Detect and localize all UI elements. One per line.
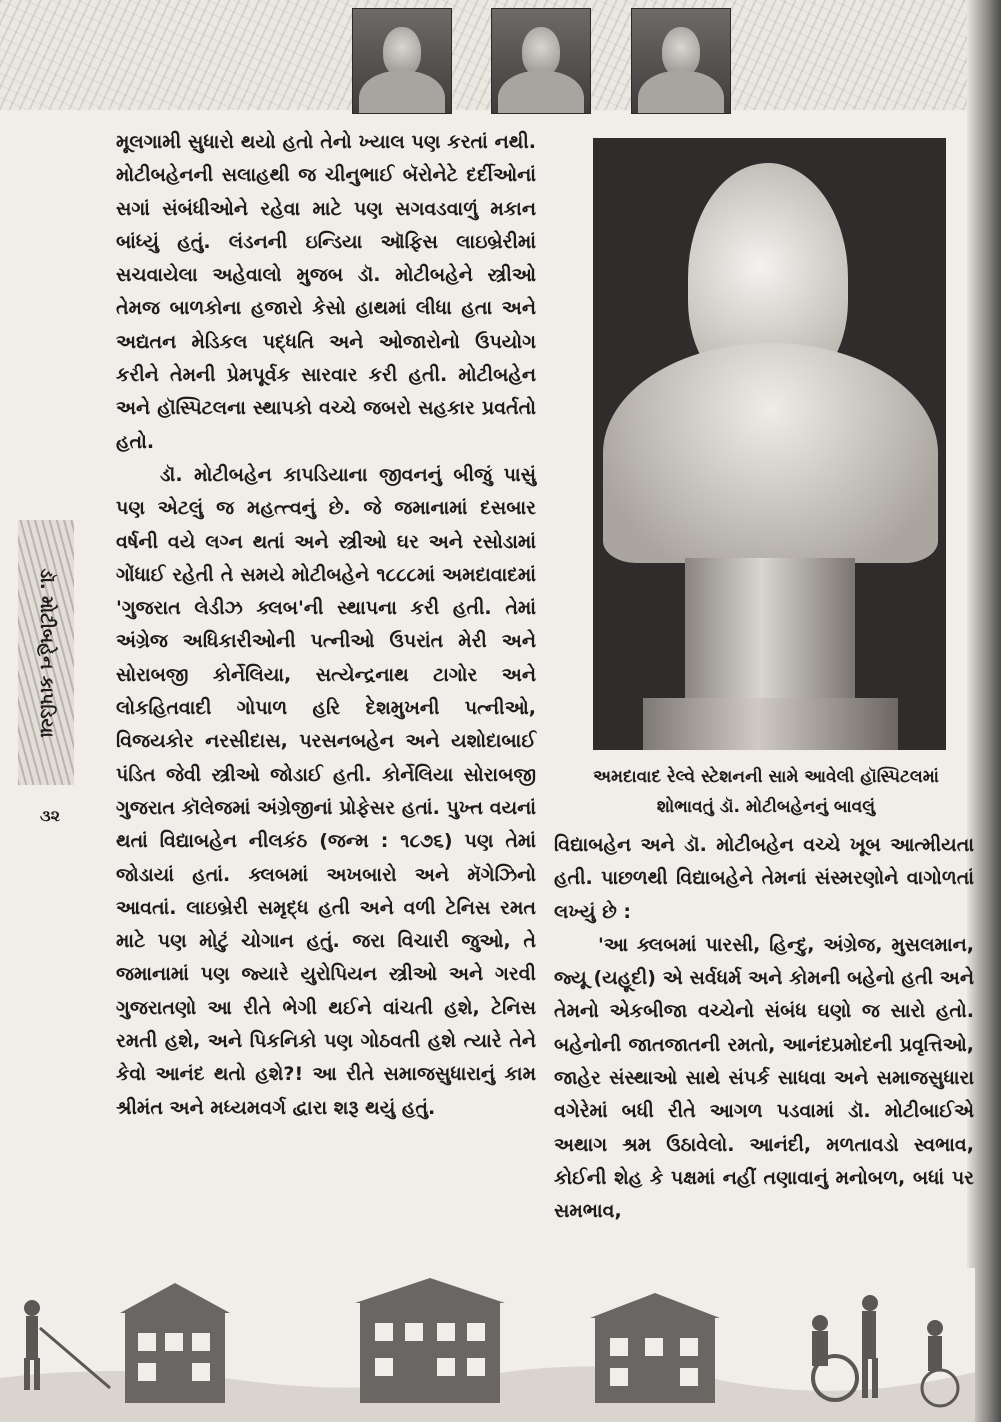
photo-caption [566, 762, 966, 822]
portrait-face [662, 27, 700, 77]
portrait-drape [359, 71, 445, 114]
bust-shoulders [603, 343, 938, 563]
caption-line: શોભાવતું ડૉ. મોટીબહેનનું બાવલું [656, 797, 876, 817]
paragraph: મૂલગામી સુધારો થયો હતો તેનો ખ્યાલ પણ કરતાં નથી. મોટીબહેનની સલાહથી જ ચીનુભાઈ બૅરોનેટે દર્દીઓનાં સગાં સંબંધીઓને રહેવા માટે પણ સગવડવાળું મકાન બાંધ્યું હતું. લંડનની ઇન્ડિયા ઑફિસ લાઇબ્રેરીમાં સચવાયેલા અહેવાલો મુજબ ડૉ. મોટીબહેને સ્ત્રીઓ તેમજ બાળકોના હજારો કેસો હાથમાં લીધા હતા અને અદ્યતન મેડિકલ પદ્ધતિ અને ઓજારોનો ઉપયોગ કરીને તેમની પ્રેમપૂર્વક સારવાર કરી હતી. મોટીબહેન અને હૉસ્પિટલના સ્થાપકો વચ્ચે જબરો સહકાર પ્રવર્તતો હતો. [116, 131, 536, 453]
paragraph: 'આ ક્લબમાં પારસી, હિન્દુ, અંગ્રેજ, મુસલમાન, જ્યૂ (યહૂદી) એ સર્વધર્મ અને કોમની બહેનો હતી અને તેમનો એકબીજા વચ્ચેનો સંબંધ ઘણો જ સારો હતો. બહેનોની જાતજાતની રમતો, આનંદપ્રમોદની પ્રવૃત્તિઓ, જાહેર સંસ્થાઓ સાથે સંપર્ક સાધવા અને સમાજસુધારા વગેરેમાં બધી રીતે આગળ પડવામાં ડૉ. મોટીબાઈએ અથાગ શ્રમ ઉઠાવેલો. આનંદી, મળતાવડો સ્વભાવ, કોઈની શેહ કે પક્ષમાં નહીં તણાવાનું મનોબળ, બધાં પર સમભાવ, [554, 933, 974, 1223]
running-title: ડૉ. મોટીબહેન કાપડિયા [36, 568, 57, 738]
portrait-thumbnail [491, 8, 591, 114]
bust-pedestal [685, 558, 855, 708]
portrait-drape [638, 71, 724, 114]
top-decorative-band [0, 0, 975, 110]
portrait-thumbnail [631, 8, 731, 114]
portrait-drape [498, 71, 584, 114]
bust-photograph [593, 138, 946, 750]
left-text-column [116, 126, 536, 1125]
bottom-illustration [0, 1268, 975, 1422]
caption-line: અમદાવાદ રેલ્વે સ્ટેશનની સામે આવેલી હૉસ્પિટલમાં [593, 767, 939, 787]
portrait-face [383, 27, 421, 77]
page-number: ૩૨ [39, 806, 61, 825]
bust-base [643, 698, 898, 750]
right-text-column [554, 829, 974, 1229]
paragraph: વિદ્યાબહેન અને ડૉ. મોટીબહેન વચ્ચે ખૂબ આત્મીયતા હતી. પાછળથી વિદ્યાબહેને તેમનાં સંસ્મરણોને વાગોળતાં લખ્યું છે : [554, 834, 974, 923]
portrait-face [522, 27, 560, 77]
paragraph: ડૉ. મોટીબહેન કાપડિયાના જીવનનું બીજું પાસું પણ એટલું જ મહત્ત્વનું છે. જે જમાનામાં દસબાર વર્ષની વયે લગ્ન થતાં અને સ્ત્રીઓ ઘર અને રસોડામાં ગોંધાઈ રહેતી તે સમયે મોટીબહેને ૧૮૮૮માં અમદાવાદમાં 'ગુજરાત લેડીઝ ક્લબ'ની સ્થાપના કરી હતી. તેમાં અંગ્રેજ અધિકારીઓની પત્નીઓ ઉપરાંત મેરી અને સોરાબજી કોર્નેલિયા, સત્યેન્દ્રનાથ ટાગોર અને લોકહિતવાદી ગોપાળ હરિ દેશમુખની પત્નીઓ, વિજયકોર નરસીદાસ, પરસનબહેન અને યશોદાબાઈ પંડિત જેવી સ્ત્રીઓ જોડાઈ હતી. કોર્નેલિયા સોરાબજી ગુજરાત કૉલેજમાં અંગ્રેજીનાં પ્રોફેસર હતાં. પુખ્ત વયનાં થતાં વિદ્યાબહેન નીલકંઠ (જન્મ : ૧૮૭૬) પણ તેમાં જોડાયાં હતાં. ક્લબમાં અખબારો અને મૅગેઝિનો આવતાં. લાઇબ્રેરી સમૃદ્ધ હતી અને વળી ટેનિસ રમત માટે પણ મોટું ચોગાન હતું. જરા વિચારી જુઓ, તે જમાનામાં પણ જ્યારે યુરોપિયન સ્ત્રીઓ અને ગરવી ગુજરાતણો આ રીતે ભેગી થઈને વાંચતી હશે, ટેનિસ રમતી હશે, અને પિકનિકો પણ ગોઠવતી હશે ત્યારે તેને કેવો આનંદ થતો હશે?! આ રીતે સમાજસુધારાનું કામ શ્રીમંત અને મધ્યમવર્ગ દ્વારા શરૂ થયું હતું. [116, 463, 536, 1119]
portrait-thumbnail [352, 8, 452, 114]
